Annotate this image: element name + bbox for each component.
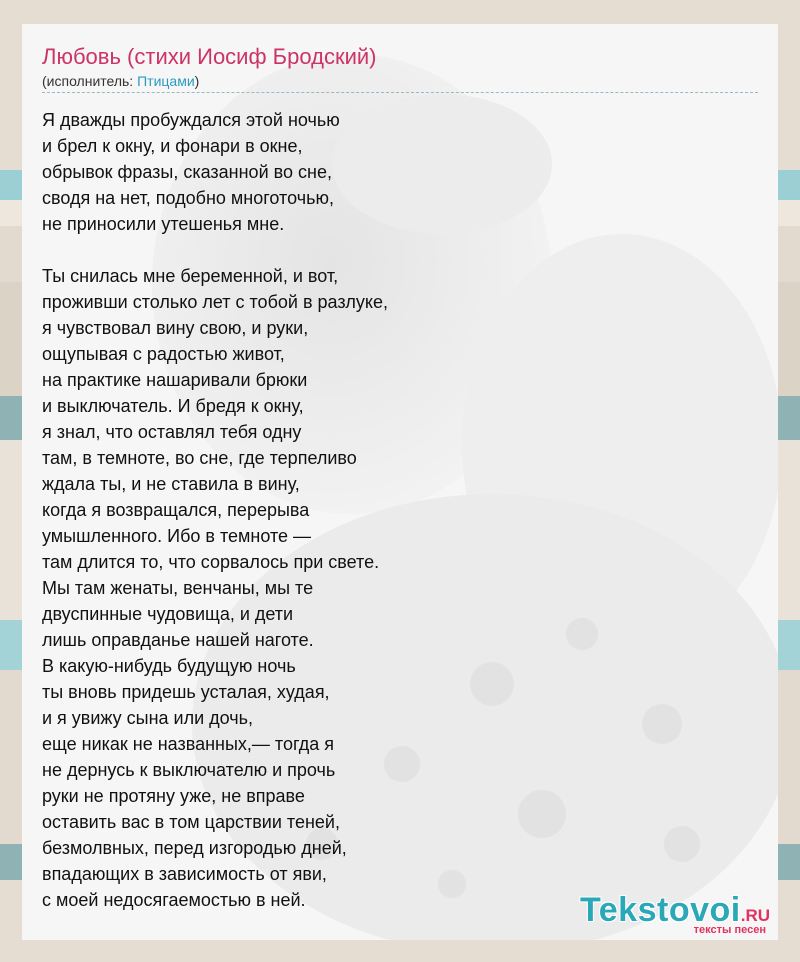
- lyrics-line: на практике нашаривали брюки: [42, 370, 308, 390]
- lyrics-line: лишь оправданье нашей наготе.: [42, 630, 314, 650]
- lyrics-line: безмолвных, перед изгородью дней,: [42, 838, 347, 858]
- lyrics-line: там, в темноте, во сне, где терпеливо: [42, 448, 357, 468]
- performer-suffix: ): [194, 73, 200, 89]
- lyrics-text: [42, 107, 758, 913]
- lyrics-line: не дернусь к выключателю и прочь: [42, 760, 336, 780]
- lyrics-line: еще никак не названных,— тогда я: [42, 734, 334, 754]
- lyrics-line: ощупывая с радостью живот,: [42, 344, 285, 364]
- lyrics-line: не приносили утешенья мне.: [42, 214, 285, 234]
- lyrics-line: двуспинные чудовища, и дети: [42, 604, 294, 624]
- lyrics-line: проживши столько лет с тобой в разлуке,: [42, 292, 388, 312]
- lyrics-line: ждала ты, и не ставила в вину,: [42, 474, 300, 494]
- lyrics-line: Ты снилась мне беременной, и вот,: [42, 266, 339, 286]
- lyrics-line: руки не протяну уже, не вправе: [42, 786, 305, 806]
- lyrics-line: впадающих в зависимость от яви,: [42, 864, 327, 884]
- lyrics-panel: [22, 24, 778, 940]
- lyrics-stanza: [42, 107, 758, 237]
- song-title: Любовь (стихи Иосиф Бродский): [42, 44, 377, 69]
- lyrics-line: когда я возвращался, перерыва: [42, 500, 310, 520]
- lyrics-line: и брел к окну, и фонари в окне,: [42, 136, 303, 156]
- lyrics-line: и выключатель. И бредя к окну,: [42, 396, 304, 416]
- lyrics-stanza: [42, 263, 758, 913]
- logo-tld: .RU: [740, 906, 770, 925]
- lyrics-line: Я дважды пробуждался этой ночью: [42, 110, 340, 130]
- lyrics-line: с моей недосягаемостью в ней.: [42, 890, 306, 910]
- lyrics-line: оставить вас в том царствии теней,: [42, 812, 340, 832]
- lyrics-line: ты вновь придешь усталая, худая,: [42, 682, 330, 702]
- lyrics-line: Мы там женаты, венчаны, мы те: [42, 578, 314, 598]
- lyrics-line: обрывок фразы, сказанной во сне,: [42, 162, 332, 182]
- lyrics-line: умышленного. Ибо в темноте —: [42, 526, 311, 546]
- performer-prefix: (исполнитель:: [42, 73, 138, 89]
- lyrics-line: сводя на нет, подобно многоточью,: [42, 188, 334, 208]
- lyrics-line: В какую-нибудь будущую ночь: [42, 656, 296, 676]
- performer-link[interactable]: Птицами: [137, 73, 195, 89]
- performer-line: [42, 72, 758, 93]
- lyrics-content: [42, 42, 758, 939]
- logo-tagline: тексты песен: [693, 924, 766, 936]
- tekstovoi-logo[interactable]: [580, 891, 770, 936]
- lyrics-line: я чувствовал вину свою, и руки,: [42, 318, 309, 338]
- lyrics-line: я знал, что оставлял тебя одну: [42, 422, 302, 442]
- logo-brand: Tekstovoi: [580, 891, 741, 929]
- lyrics-line: и я увижу сына или дочь,: [42, 708, 254, 728]
- lyrics-line: там длится то, что сорвалось при свете.: [42, 552, 380, 572]
